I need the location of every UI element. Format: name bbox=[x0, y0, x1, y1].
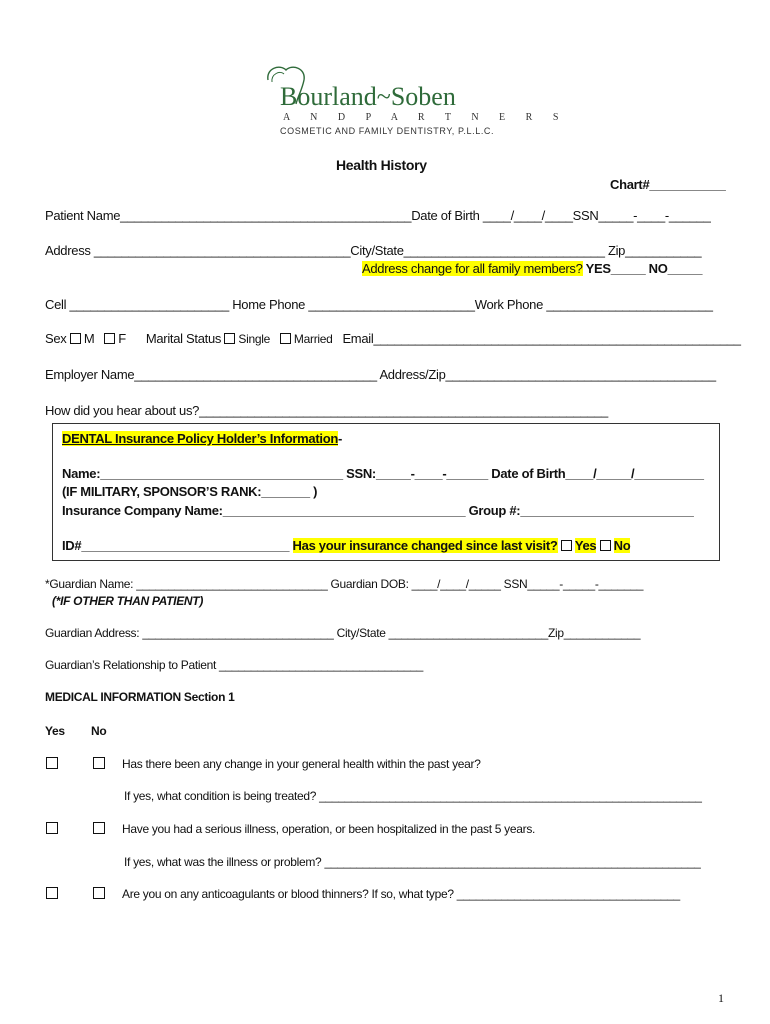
insurance-heading-dash: - bbox=[337, 431, 343, 446]
logo-subtitle: A N D P A R T N E R S bbox=[283, 112, 568, 123]
q3-no-checkbox[interactable] bbox=[93, 887, 105, 899]
insurance-changed-yes-checkbox[interactable] bbox=[561, 540, 572, 551]
guardian-note: (*IF OTHER THAN PATIENT) bbox=[52, 594, 204, 608]
insurance-id-field[interactable]: ID#______________________________ bbox=[62, 538, 290, 553]
q3-question[interactable]: Are you on any anticoagulants or blood thinners? If so, what type? ___________________________________ bbox=[122, 887, 680, 901]
medical-section-heading: MEDICAL INFORMATION Section 1 bbox=[45, 690, 235, 704]
insurance-name-row[interactable]: Name:___________________________________ SSN:_____-____-______ Date of Birth____/_____/__________ bbox=[62, 466, 704, 481]
q1-question: Has there been any change in your general health within the past year? bbox=[122, 757, 481, 771]
insurance-company-row[interactable]: Insurance Company Name:___________________________________ Group #:_________________________ bbox=[62, 503, 694, 518]
q1-no-checkbox[interactable] bbox=[93, 757, 105, 769]
insurance-changed-no-checkbox[interactable] bbox=[600, 540, 611, 551]
q2-question: Have you had a serious illness, operation, or been hospitalized in the past 5 years. bbox=[122, 822, 536, 836]
sex-marital-email-row bbox=[45, 331, 741, 346]
married-label: Married bbox=[293, 332, 333, 346]
logo-tagline: COSMETIC AND FAMILY DENTISTRY, P.L.L.C. bbox=[280, 126, 495, 136]
sex-label: Sex bbox=[45, 331, 67, 346]
insurance-changed-yes-label: Yes bbox=[574, 538, 597, 553]
address-change-label: Address change for all family members? bbox=[362, 261, 583, 276]
sex-m-label: M bbox=[83, 331, 95, 346]
single-label: Single bbox=[238, 332, 270, 346]
insurance-heading bbox=[62, 431, 342, 446]
q1-yes-checkbox[interactable] bbox=[46, 757, 58, 769]
guardian-relationship-row[interactable]: Guardian’s Relationship to Patient ________________________________ bbox=[45, 658, 424, 672]
marital-status-label: Marital Status bbox=[145, 331, 222, 346]
insurance-changed-no-label: No bbox=[613, 538, 631, 553]
address-change-answer[interactable]: YES_____ NO_____ bbox=[582, 261, 703, 276]
sponsor-rank-row[interactable]: (IF MILITARY, SPONSOR’S RANK:_______ ) bbox=[62, 484, 318, 499]
q2-followup-field[interactable]: If yes, what was the illness or problem? ___________________________________________________________ bbox=[124, 855, 701, 869]
insurance-changed-question: Has your insurance changed since last visit? bbox=[292, 538, 558, 553]
sex-f-label: F bbox=[118, 331, 126, 346]
q2-no-checkbox[interactable] bbox=[93, 822, 105, 834]
logo-brand: Bourland~Soben bbox=[280, 82, 456, 111]
address-row[interactable]: Address _____________________________________City/State_____________________________ Zip___________ bbox=[45, 243, 702, 258]
guardian-name-row[interactable]: *Guardian Name: ______________________________ Guardian DOB: ____/____/_____ SSN_____-_____-_______ bbox=[45, 577, 644, 591]
page-number: 1 bbox=[718, 991, 724, 1005]
email-field[interactable]: Email_____________________________________________________ bbox=[342, 331, 741, 346]
page-title: Health History bbox=[336, 157, 427, 173]
referral-row[interactable]: How did you hear about us?___________________________________________________________ bbox=[45, 403, 608, 418]
insurance-heading-text: DENTAL Insurance Policy Holder’s Information bbox=[62, 431, 338, 446]
phone-row[interactable]: Cell _______________________ Home Phone ________________________Work Phone ________________________ bbox=[45, 297, 713, 312]
q2-yes-checkbox[interactable] bbox=[46, 822, 58, 834]
no-column-header: No bbox=[91, 724, 107, 738]
insurance-id-row bbox=[62, 538, 630, 553]
sex-f-checkbox[interactable] bbox=[104, 333, 115, 344]
patient-row[interactable]: Patient Name__________________________________________Date of Birth ____/____/____SSN_____-____-______ bbox=[45, 208, 711, 223]
q3-yes-checkbox[interactable] bbox=[46, 887, 58, 899]
chart-number-field[interactable]: Chart#___________ bbox=[610, 177, 726, 192]
employer-row[interactable]: Employer Name___________________________________ Address/Zip_______________________________________ bbox=[45, 367, 716, 382]
married-checkbox[interactable] bbox=[280, 333, 291, 344]
q1-followup-field[interactable]: If yes, what condition is being treated? ____________________________________________________________ bbox=[124, 789, 702, 803]
guardian-address-row[interactable]: Guardian Address: ______________________________ City/State _________________________Zip____________ bbox=[45, 626, 641, 640]
single-checkbox[interactable] bbox=[224, 333, 235, 344]
yes-column-header: Yes bbox=[45, 724, 65, 738]
address-change-row[interactable] bbox=[362, 261, 702, 276]
sex-m-checkbox[interactable] bbox=[70, 333, 81, 344]
